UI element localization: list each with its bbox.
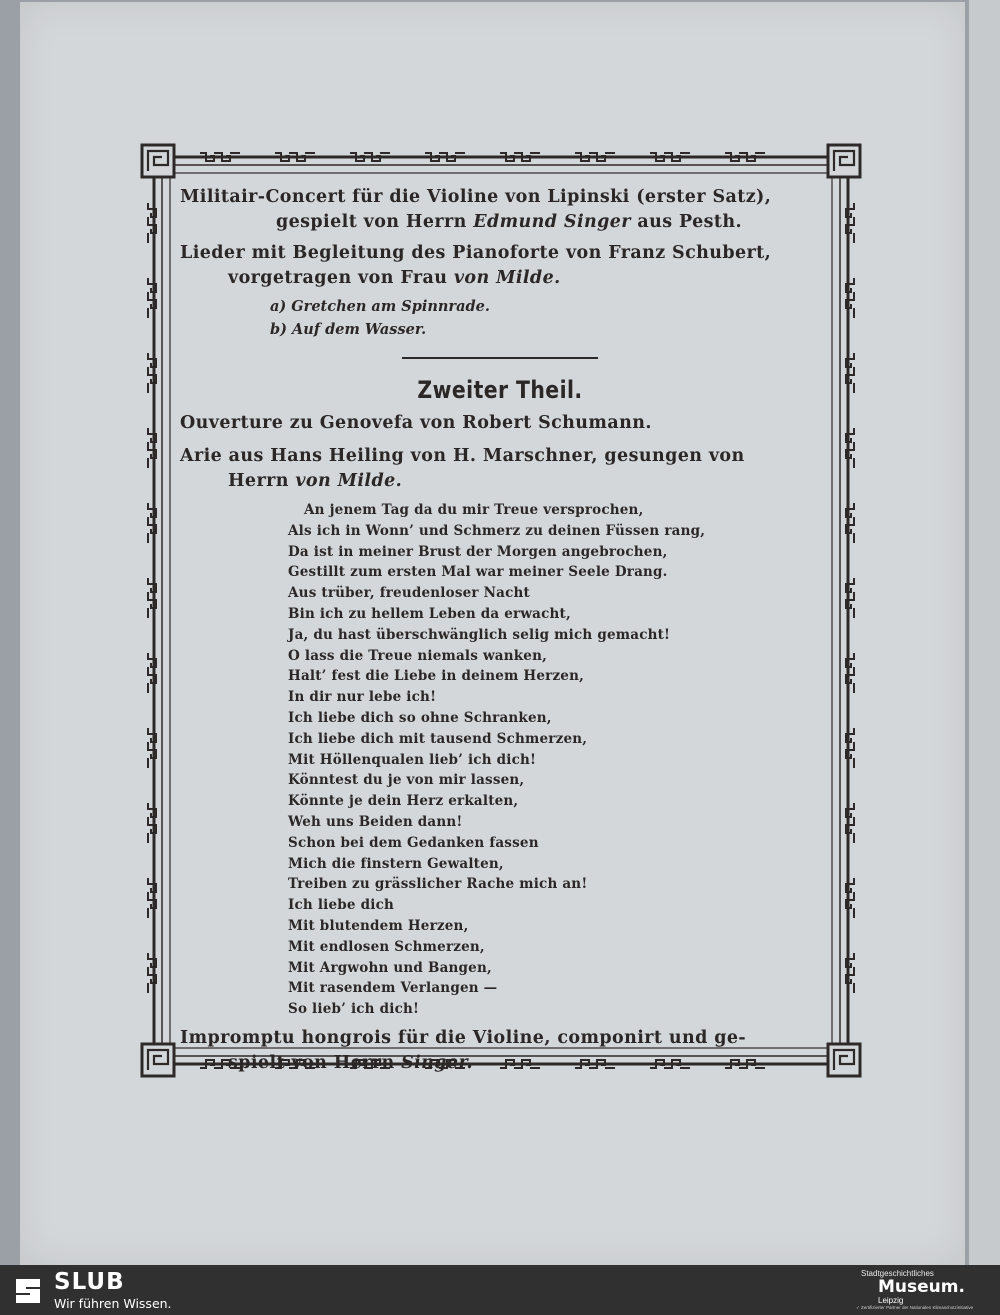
program-content [180, 185, 820, 1076]
lyric-line: Könnte je dein Herz erkalten, [288, 793, 519, 810]
lyric-line: Ich liebe dich so ohne Schranken, [288, 709, 552, 726]
song-item: b) Auf dem Wasser. [270, 321, 427, 338]
museum-top-text: Stadtgeschichtliches [861, 1269, 934, 1278]
museum-logo[interactable] [856, 1269, 986, 1311]
lyric-line: Ja, du hast überschwänglich selig mich gemacht! [288, 626, 671, 643]
lyric-line: Halt’ fest die Liebe in deinem Herzen, [288, 668, 585, 685]
item-text: aus Pesth. [630, 212, 742, 232]
lyric-line: Schon bei dem Gedanken fassen [288, 834, 539, 851]
museum-name: Museum. [878, 1277, 965, 1297]
lyric-line: Weh uns Beiden dann! [288, 813, 463, 830]
item-text: vorgetragen von Frau [228, 268, 454, 288]
program-item-impromptu [180, 1026, 820, 1076]
lyric-line: Mit blutendem Herzen, [288, 917, 469, 934]
program-item-schubert [180, 241, 820, 291]
item-text: Lieder mit Begleitung des Pianoforte von Franz Schubert, [180, 243, 772, 263]
lyric-line: O lass die Treue niemals wanken, [288, 647, 547, 664]
lyric-line: Als ich in Wonn’ und Schmerz zu deinen Füssen rang, [288, 522, 706, 539]
program-item-marschner [180, 444, 820, 494]
lyric-line: Mit Höllenqualen lieb’ ich dich! [288, 751, 537, 768]
item-text: spielt von Herrn [228, 1052, 402, 1073]
item-text: Militair-Concert für die Violine von Lipinski (erster Satz), [180, 187, 772, 207]
aria-lyrics [180, 500, 820, 1020]
divider-rule [402, 357, 598, 359]
item-text: Arie aus Hans Heiling von H. Marschner, gesungen von [180, 446, 745, 466]
slub-logo-icon[interactable] [12, 1275, 44, 1307]
lyric-line: Gestillt zum ersten Mal war meiner Seele Drang. [288, 564, 668, 581]
lyric-line: Mich die finstern Gewalten, [288, 855, 504, 872]
performer-name: Edmund Singer [473, 212, 631, 232]
lyric-line: Mit endlosen Schmerzen, [288, 938, 485, 955]
lyric-line: In dir nur lebe ich! [288, 689, 437, 706]
lyric-line: Mit Argwohn und Bangen, [288, 959, 492, 976]
performer-name: Singer. [401, 1052, 473, 1073]
program-item-schumann [180, 411, 820, 436]
item-text: Herrn [228, 471, 296, 491]
item-text: gespielt von Herrn [276, 212, 474, 232]
lyric-line: Da ist in meiner Brust der Morgen angebrochen, [288, 543, 668, 560]
lyric-line: Mit rasendem Verlangen — [288, 980, 498, 997]
performer-name: von Milde. [295, 471, 403, 491]
slub-tagline: Wir führen Wissen. [54, 1296, 172, 1311]
lyric-line: An jenem Tag da du mir Treue versprochen, [304, 502, 644, 518]
slub-name[interactable]: SLUB [54, 1269, 125, 1295]
song-item: a) Gretchen am Spinnrade. [270, 298, 490, 315]
adjacent-page-edge [969, 0, 1000, 1265]
museum-city: Leipzig [878, 1296, 904, 1305]
viewer-footer [0, 1265, 1000, 1315]
program-item-lipinski [180, 185, 820, 235]
lyric-line: Treiben zu grässlicher Rache mich an! [288, 876, 588, 893]
song-list [180, 295, 820, 341]
lyric-line: Könntest du je von mir lassen, [288, 772, 525, 789]
lyric-line: So lieb’ ich dich! [288, 1001, 420, 1018]
performer-name: von Milde. [453, 268, 561, 288]
lyric-line: Ich liebe dich mit tausend Schmerzen, [288, 730, 588, 747]
item-text: Ouverture zu Genovefa von Robert Schumann. [180, 413, 652, 433]
museum-partner-note: ✓ Zertifizierter Partner der Nationalen Klimaschutzinitiative [856, 1305, 974, 1310]
lyric-line: Ich liebe dich [288, 897, 395, 914]
lyric-line: Aus trüber, freudenloser Nacht [288, 585, 530, 602]
section-title: Zweiter Theil. [417, 376, 583, 404]
item-text: Impromptu hongrois für die Violine, componirt und ge- [180, 1027, 747, 1048]
lyric-line: Bin ich zu hellem Leben da erwacht, [288, 605, 571, 622]
